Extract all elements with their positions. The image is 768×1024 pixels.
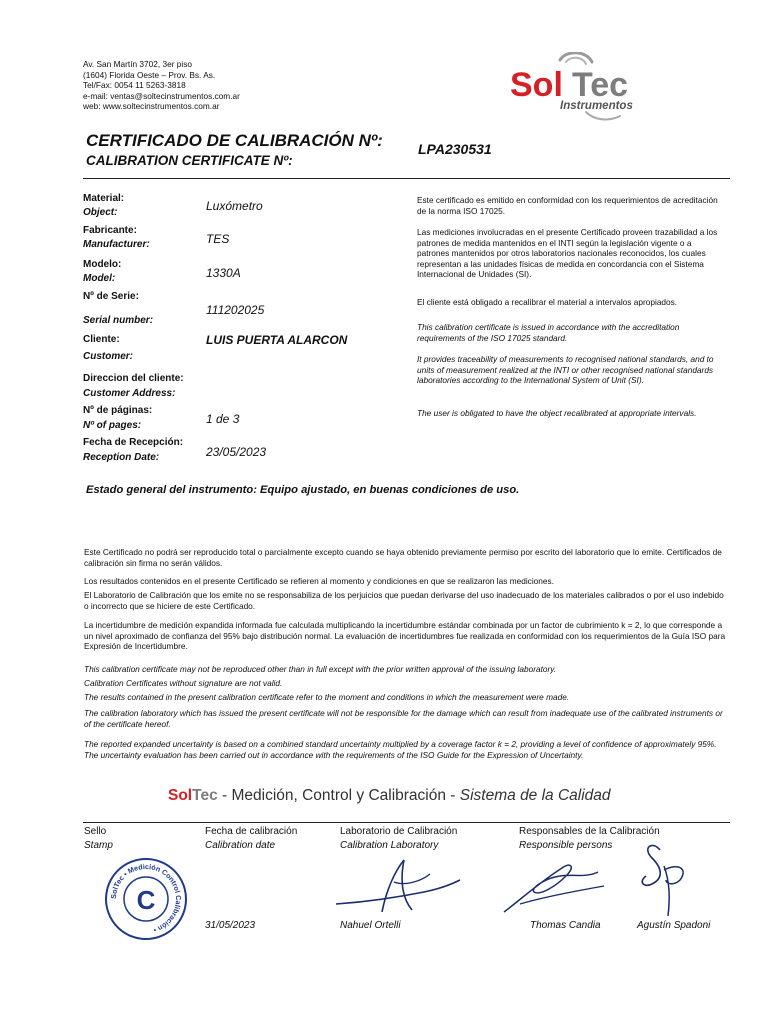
customer-label: Cliente:: [83, 334, 120, 345]
legal-uncertainty: La incertidumbre de medición expandida informada fue calculada multiplicando la incertidumbre estándar combinada por un factor de cubrimiento k = 2, lo que corresponde a un nivel aproximado de confianza del 95% bajo distribución normal. La evaluación de incertidumbres fue realizada en conformidad con los requerimientos de la Guía ISO para Expresión de Incertidumbre.: [84, 620, 726, 652]
responsible-person-2: Agustín Spadoni: [637, 920, 711, 931]
logo-sol-text: Sol: [510, 66, 563, 104]
calibration-date-label-en: Calibration date: [205, 840, 276, 851]
logo-subtitle: Instrumentos: [560, 100, 633, 112]
material-label: Material:: [83, 193, 125, 204]
legal-results-en: The results contained in the present calibration certificate refer to the moment and conditions in which the measurement were made.: [84, 692, 570, 702]
phone-line: Tel/Fax: 0054 11 5263-3818: [83, 80, 186, 91]
signature-ortelli: [334, 852, 464, 918]
legal-results: Los resultados contenidos en el presente Certificado se refieren al momento y condiciones en que se realizaron las mediciones.: [84, 576, 554, 586]
signature-candia: [500, 852, 610, 918]
tagline-tec: Tec: [192, 787, 218, 804]
stamp-ring-text: SolTec • Medición Control Calibración •: [108, 861, 184, 935]
email-line: e-mail: ventas@soltecinstrumentos.com.ar: [83, 90, 240, 101]
serial-label: Nº de Serie:: [83, 291, 139, 302]
certificate-number: LPA230531: [418, 141, 492, 157]
customer-address-label-en: Customer Address:: [83, 388, 176, 399]
conformity-text: Este certificado es emitido en conformidad con los requerimientos de acreditación de la norma ISO 17025.: [417, 195, 718, 216]
lab-person-name: Nahuel Ortelli: [340, 920, 401, 931]
tagline-dash: -: [445, 787, 460, 804]
address-line: (1604) Florida Oeste – Prov. Bs. As.: [83, 69, 216, 80]
calibration-date-value: 31/05/2023: [205, 920, 256, 931]
calibration-lab-label-en: Calibration Laboratory: [340, 840, 439, 851]
material-value: Luxómetro: [206, 199, 263, 213]
customer-value: LUIS PUERTA ALARCON: [206, 333, 348, 347]
pages-label-en: Nº of pages:: [83, 420, 142, 431]
certificate-title-en: CALIBRATION CERTIFICATE Nº:: [86, 153, 293, 168]
certificate-title: CERTIFICADO DE CALIBRACIÓN Nº:: [86, 131, 383, 150]
tagline-italic: Sistema de la Calidad: [459, 787, 611, 804]
calibration-lab-label: Laboratorio de Calibración: [340, 826, 458, 837]
reception-label: Fecha de Recepción:: [83, 437, 184, 448]
tagline-dash: -: [217, 787, 232, 804]
reception-label-en: Reception Date:: [83, 452, 160, 463]
tagline-sol: Sol: [168, 787, 193, 804]
legal-responsibility: El Laboratorio de Calibración que los emite no se responsabiliza de los perjuicios que puedan derivarse del uso inadecuado de los materiales calibrados o por el uso indebido o incorrecto que se hiciere de este Certificado.: [84, 590, 724, 611]
customer-label-en: Customer:: [83, 351, 134, 362]
responsible-person-1: Thomas Candia: [530, 920, 601, 931]
tagline-middle: Medición, Control y Calibración: [231, 787, 446, 804]
logo-tec-text: Tec: [572, 66, 629, 104]
stamp-label: Sello: [84, 826, 107, 837]
reception-date-value: 23/05/2023: [206, 445, 267, 459]
header-divider: [83, 178, 730, 179]
customer-address-label: Direccion del cliente:: [83, 373, 184, 384]
responsible-label: Responsables de la Calibración: [519, 826, 660, 837]
serial-label-en: Serial number:: [83, 315, 154, 326]
pages-value: 1 de 3: [206, 412, 240, 426]
quality-tagline: [168, 787, 611, 805]
manufacturer-label-en: Manufacturer:: [83, 239, 150, 250]
stamp-label-en: Stamp: [84, 840, 113, 851]
responsible-label-en: Responsible persons: [519, 840, 613, 851]
legal-responsibility-en: The calibration laboratory which has issued the present certificate will not be responsible for the damage which can result from inadequate use of the calibrated instruments or of the certificate hereof.: [84, 708, 723, 729]
signature-spadoni: [630, 836, 710, 920]
legal-uncertainty-en: The reported expanded uncertainty is based on a combined standard uncertainty multiplied by a coverage factor k = 2, providing a level of confidence of approximately 95%. The uncertainty evaluation has been carried out in accordance with the requirements of the ISO Guide for the Expression of Uncertainty.: [84, 739, 717, 760]
object-label: Object:: [83, 207, 118, 218]
calibration-stamp: [104, 857, 188, 941]
pages-label: Nº de páginas:: [83, 405, 153, 416]
conformity-text-en: This calibration certificate is issued in accordance with the accreditation requirements of the ISO 17025 standard.: [417, 322, 680, 343]
instrument-status: Estado general del instrumento: Equipo ajustado, en buenas condiciones de uso.: [86, 484, 520, 496]
address-line: Av. San Martín 3702, 3er piso: [83, 59, 192, 69]
manufacturer-label: Fabricante:: [83, 225, 137, 236]
calibration-date-label: Fecha de calibración: [205, 826, 298, 837]
traceability-text: Las mediciones involucradas en el presente Certificado proveen trazabilidad a los patrones de medida mantenidos en el INTI según la legislación vigente o a patrones mantenidos por otros laboratorios nacionales reconocidos, los cuales representan a las unidades físicas de medida en concordancia con el Sistema Internacional de Unidades (SI).: [417, 227, 718, 279]
soltec-logo: [508, 52, 668, 122]
web-line: web: www.soltecinstrumentos.com.ar: [83, 101, 220, 112]
legal-signature-en: Calibration Certificates without signature are not valid.: [84, 678, 283, 688]
serial-value: 111202025: [206, 303, 265, 317]
footer-divider: [83, 822, 730, 823]
recalibration-text-en: The user is obligated to have the object recalibrated at appropriate intervals.: [417, 408, 697, 418]
stamp-center-letter: C: [136, 885, 156, 915]
legal-reproduction-en: This calibration certificate may not be reproduced other than in full except with the prior written approval of the issuing laboratory.: [84, 664, 557, 674]
model-value: 1330A: [206, 266, 241, 280]
recalibration-text: El cliente está obligado a recalibrar el material a intervalos apropiados.: [417, 297, 678, 307]
model-label: Modelo:: [83, 259, 122, 270]
model-label-en: Model:: [83, 273, 116, 284]
traceability-text-en: It provides traceability of measurements to recognised national standards, and to units of measurement realized at the INTI or other recognised national standards laboratories according to the International System of Unit (SI).: [417, 354, 714, 385]
manufacturer-value: TES: [206, 232, 230, 246]
legal-reproduction: Este Certificado no podrá ser reproducido total o parcialmente excepto cuando se haya obtenido previamente permiso por escrito del laboratorio que lo emite. Certificados de calibración sin firma no serán válidos.: [84, 547, 722, 568]
company-address: [83, 59, 240, 112]
